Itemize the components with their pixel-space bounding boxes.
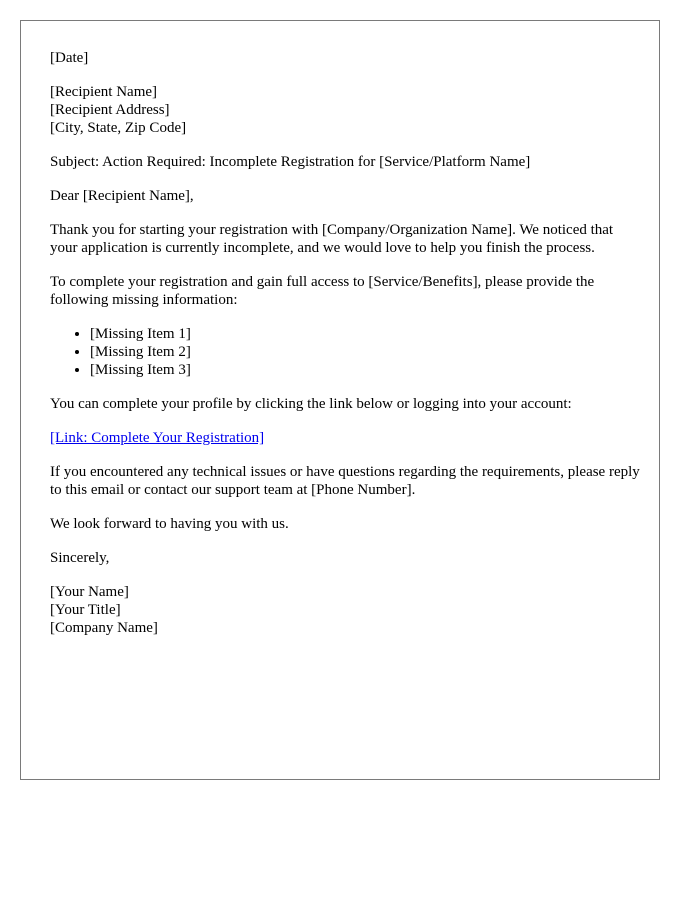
missing-items-list	[50, 325, 640, 379]
registration-link-paragraph	[50, 429, 640, 447]
missing-item: • [Missing Item 1]	[90, 325, 640, 343]
missing-item: • [Missing Item 2]	[90, 343, 640, 361]
request-paragraph: To complete your registration and gain full access to [Service/Benefits], please provide the following missing information:	[50, 274, 595, 308]
sign-off: Sincerely,	[50, 550, 110, 566]
recipient-block	[50, 83, 640, 137]
recipient-city-state-zip: [City, State, Zip Code]	[50, 120, 187, 136]
recipient-address: [Recipient Address]	[50, 102, 170, 118]
letter-date: [Date]	[50, 50, 89, 66]
intro-paragraph: Thank you for starting your registration with [Company/Organization Name]. We noticed that your application is currently incomplete, and we would love to help you finish the process.	[50, 222, 614, 256]
recipient-name: [Recipient Name]	[50, 84, 158, 100]
registration-link[interactable]: [Link: Complete Your Registration]	[50, 430, 265, 446]
letter-body	[50, 49, 640, 653]
complete-profile-paragraph: You can complete your profile by clicking the link below or logging into your account:	[50, 396, 572, 412]
sender-name: [Your Name]	[50, 584, 129, 600]
missing-item: • [Missing Item 3]	[90, 361, 640, 379]
greeting: Dear [Recipient Name],	[50, 188, 194, 204]
closing-line: We look forward to having you with us.	[50, 516, 289, 532]
sender-block	[50, 583, 640, 637]
support-paragraph: If you encountered any technical issues or have questions regarding the requirements, please reply to this email or contact our support team at [Phone Number].	[50, 464, 640, 498]
letter-frame	[20, 20, 660, 780]
subject-line: Subject: Action Required: Incomplete Registration for [Service/Platform Name]	[50, 154, 531, 170]
sender-company: [Company Name]	[50, 620, 158, 636]
sender-title: [Your Title]	[50, 602, 121, 618]
